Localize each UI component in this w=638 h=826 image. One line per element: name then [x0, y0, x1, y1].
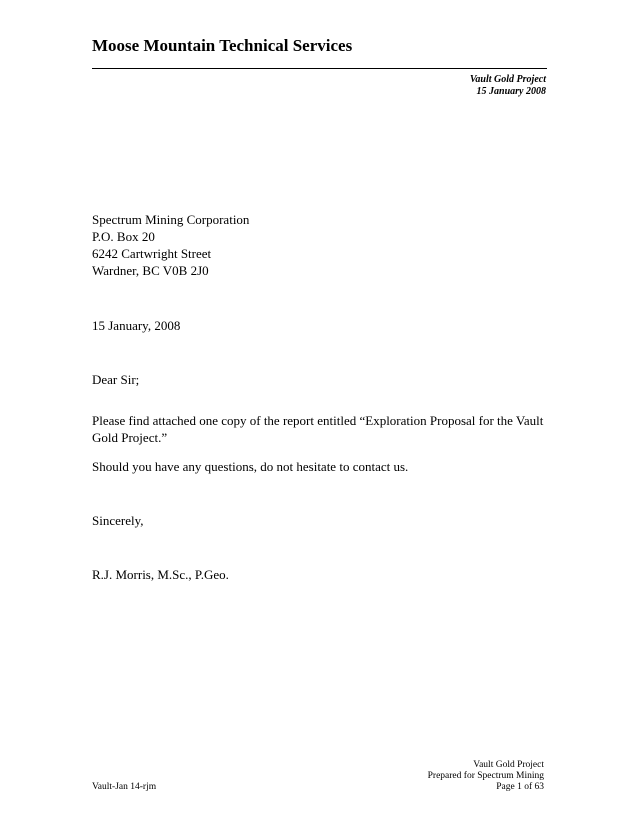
- header-project-info: [470, 74, 546, 98]
- recipient-line: P.O. Box 20: [92, 229, 155, 244]
- company-name: Moose Mountain Technical Services: [92, 36, 353, 55]
- recipient-line: 6242 Cartwright Street: [92, 246, 212, 261]
- recipient-line: Wardner, BC V0B 2J0: [92, 263, 209, 278]
- paragraph-line: Gold Project.”: [92, 430, 168, 445]
- recipient-line: Spectrum Mining Corporation: [92, 212, 250, 227]
- letter-date: 15 January, 2008: [92, 318, 181, 333]
- paragraph-contact: Should you have any questions, do not hesitate to contact us.: [92, 459, 409, 474]
- footer-file-reference: Vault-Jan 14-rjm: [92, 782, 157, 792]
- signature-name: R.J. Morris, M.Sc., P.Geo.: [92, 567, 229, 582]
- footer-prepared-for: Prepared for Spectrum Mining: [427, 771, 544, 781]
- paragraph-report-attached: [92, 412, 543, 446]
- salutation: Dear Sir;: [92, 372, 140, 387]
- header-rule: [92, 68, 547, 69]
- paragraph-line: Please find attached one copy of the report entitled “Exploration Proposal for the Vault: [92, 413, 544, 428]
- footer-page-number: Page 1 of 63: [496, 782, 544, 792]
- footer-project-info: [428, 760, 544, 793]
- header-project-name: Vault Gold Project: [469, 74, 546, 85]
- footer-project-name: Vault Gold Project: [473, 760, 544, 770]
- recipient-address: [92, 211, 249, 279]
- closing: Sincerely,: [92, 513, 144, 528]
- header-date: 15 January 2008: [476, 86, 546, 97]
